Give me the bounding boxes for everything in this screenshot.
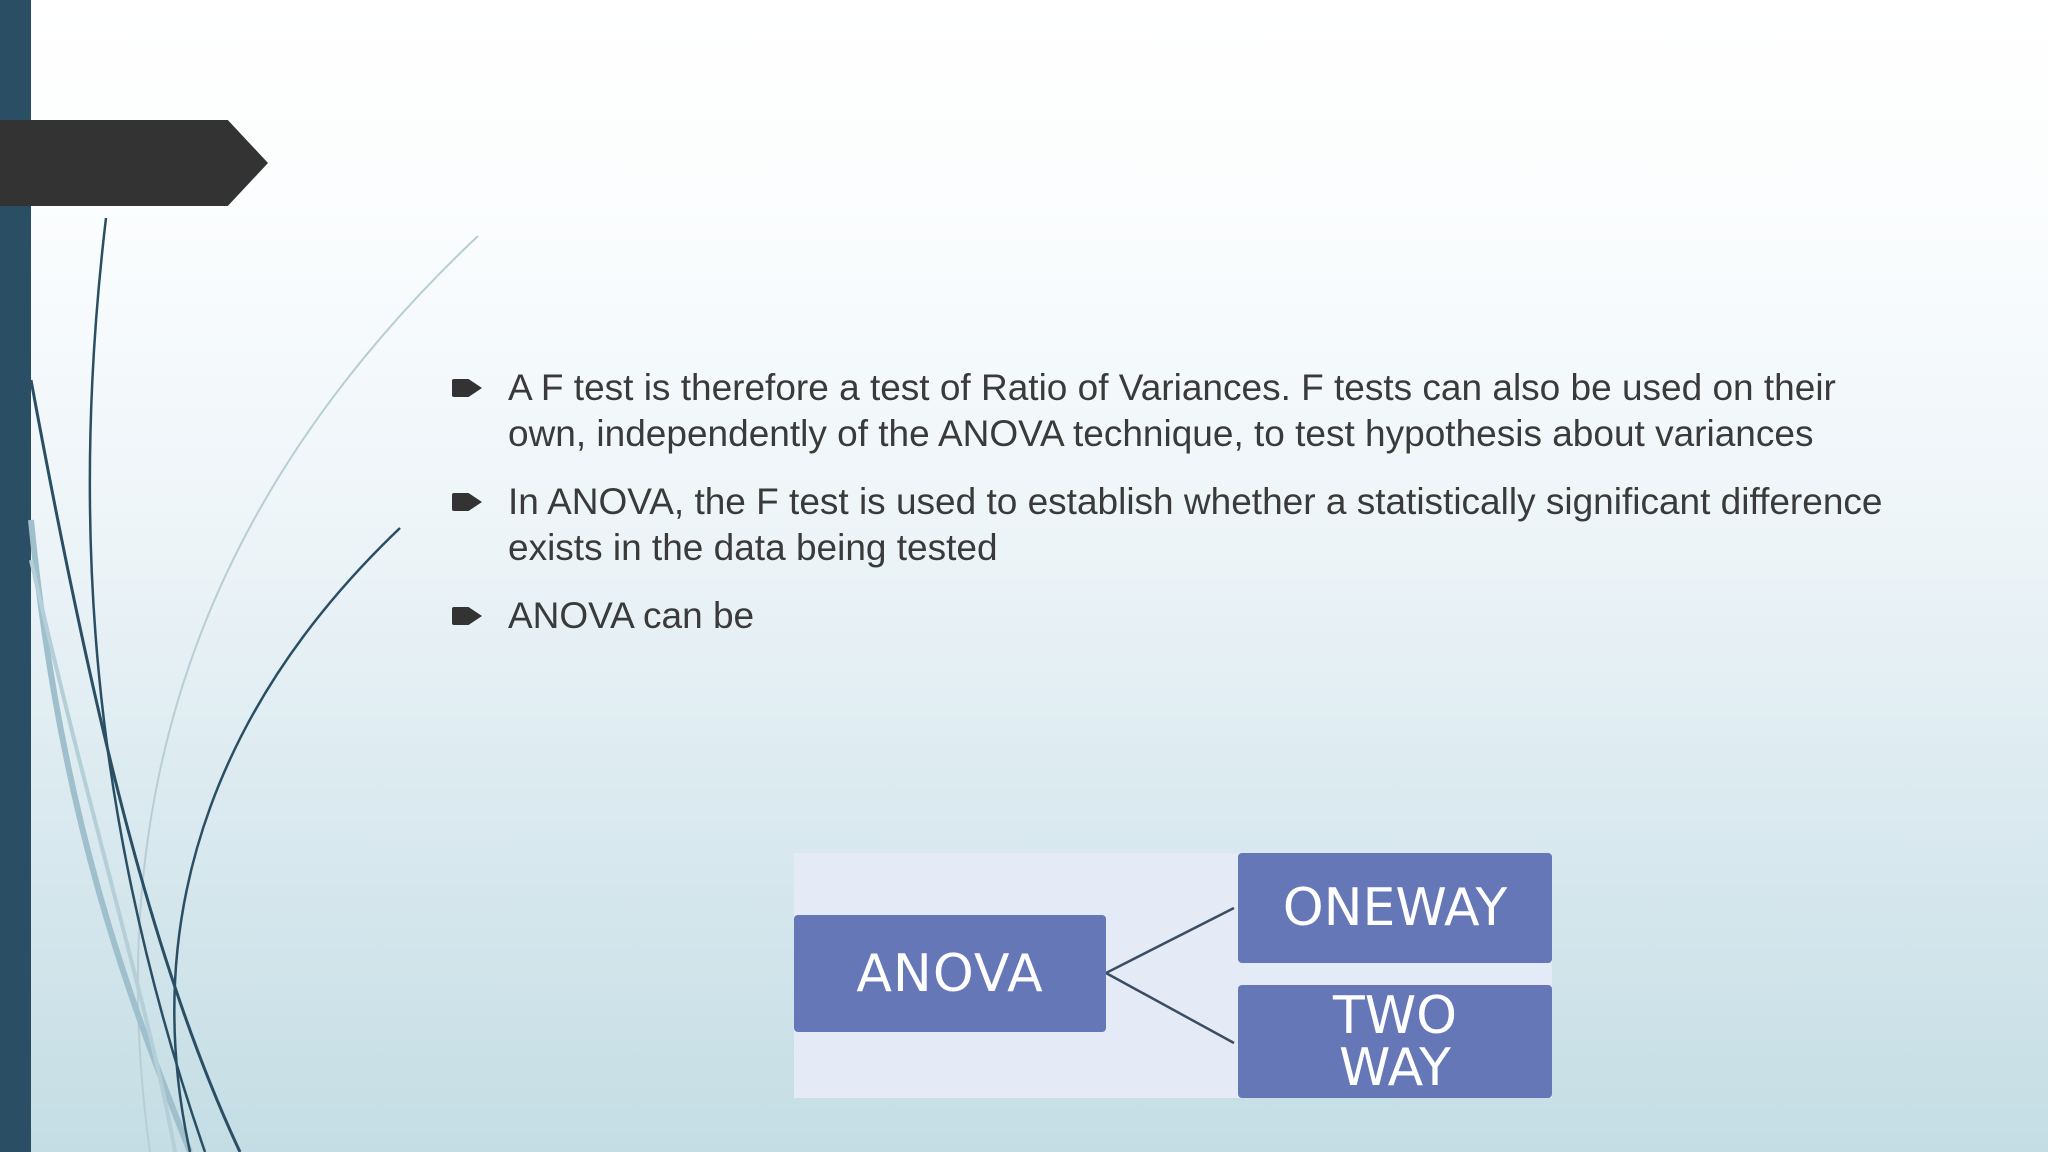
bullet-text: In ANOVA, the F test is used to establish whether a statistically significant difference exists in the data being tested <box>508 481 1883 568</box>
arrow-bullet-icon <box>452 607 482 625</box>
bullet-text: ANOVA can be <box>508 595 755 636</box>
connector-line <box>1106 908 1234 1043</box>
curve-light-1 <box>138 236 478 1152</box>
curve-dark-1 <box>90 218 205 1152</box>
anova-diagram <box>794 853 1552 1098</box>
arrow-bullet-icon <box>452 493 482 511</box>
twoway-box: TWO WAY <box>1238 985 1552 1098</box>
title-tab <box>0 120 268 206</box>
bullet-text: A F test is therefore a test of Ratio of Variances. F tests can also be used on their own, independently of the ANOVA technique, to test hypothesis about variances <box>508 367 1836 454</box>
bullet-item <box>450 593 1910 639</box>
bullet-list <box>450 365 1910 661</box>
curve-light-2 <box>31 520 190 1152</box>
curve-dark-2 <box>31 380 240 1152</box>
anova-box: ANOVA <box>794 915 1106 1032</box>
oneway-box: ONEWAY <box>1238 853 1552 963</box>
curve-dark-3 <box>174 528 400 1152</box>
bullet-item <box>450 365 1910 457</box>
arrow-bullet-icon <box>452 379 482 397</box>
bullet-item <box>450 479 1910 571</box>
